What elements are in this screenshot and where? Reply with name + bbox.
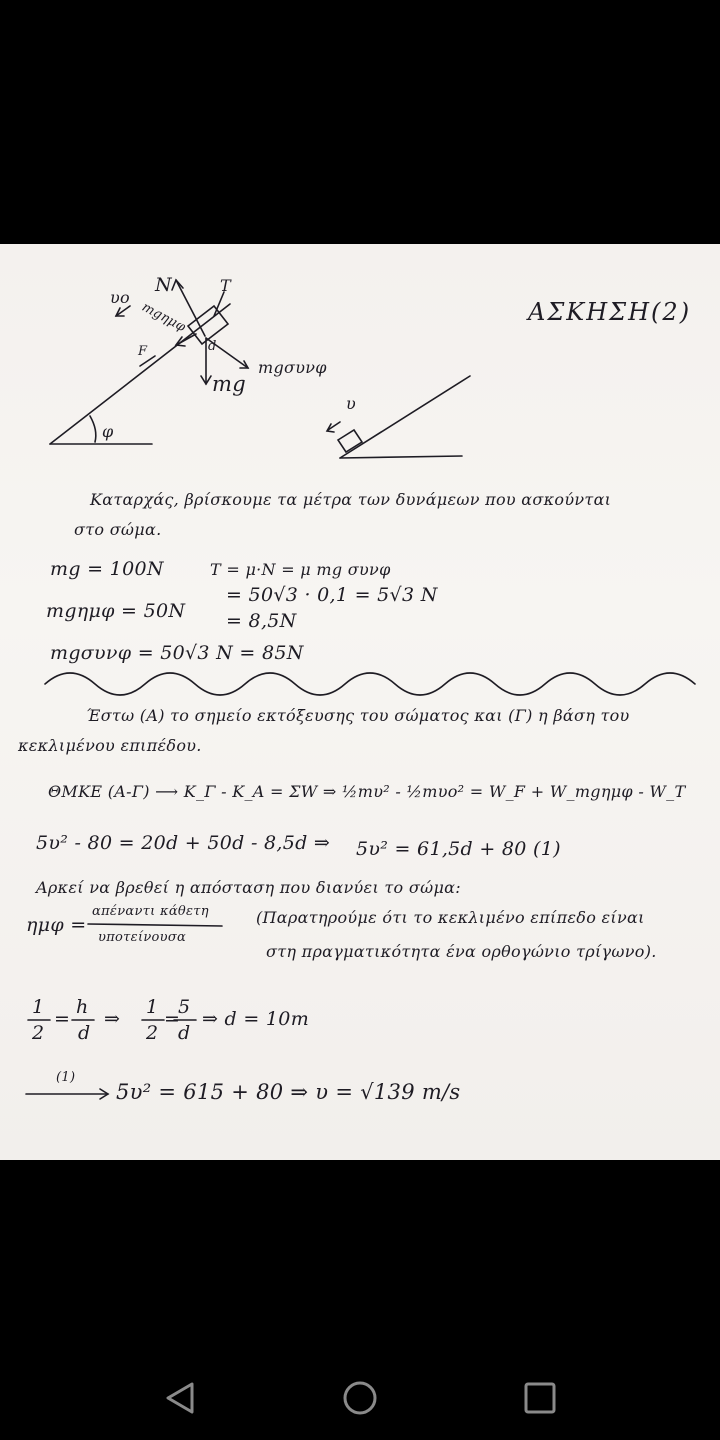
- eq2: =: [164, 1008, 181, 1030]
- f3-den: 2: [146, 1022, 159, 1044]
- label-N: N: [155, 274, 172, 296]
- intro-line-1: Καταρχάς, βρίσκουμε τα μέτρα των δυνάμεων που ασκούνται: [90, 490, 612, 509]
- left-incline-line: [50, 304, 230, 444]
- friction-line-1: T = μ·N = μ mg συνφ: [210, 560, 391, 579]
- sin-denominator: υποτείνουσα: [98, 930, 187, 945]
- home-circle-icon[interactable]: [340, 1378, 380, 1418]
- note-line-2: στη πραγματικότητα ένα ορθογώνιο τρίγωνο).: [266, 942, 657, 961]
- points-line-2: κεκλιμένου επιπέδου.: [18, 736, 202, 755]
- handwritten-page: [0, 244, 720, 1160]
- final-ref: (1): [56, 1070, 76, 1085]
- back-triangle-icon[interactable]: [160, 1378, 200, 1418]
- force-mg: mg = 100N: [50, 558, 164, 580]
- label-v0: υο: [110, 288, 130, 307]
- sin-lhs: ημφ =: [26, 914, 87, 936]
- final-equation: 5υ² = 615 + 80 ⇒ υ = √139 m/s: [116, 1080, 461, 1104]
- label-mgcos: mgσυνφ: [258, 358, 327, 377]
- f2-num: h: [76, 996, 89, 1018]
- right-incline-line: [340, 376, 470, 458]
- f4-num: 5: [178, 996, 191, 1018]
- f1-num: 1: [32, 996, 45, 1018]
- d-result: ⇒ d = 10m: [202, 1008, 310, 1030]
- label-mg: mg: [212, 372, 246, 396]
- force-mgcos: mgσυνφ = 50√3 N = 85N: [50, 642, 304, 664]
- label-F: F: [138, 344, 148, 359]
- label-v: υ: [346, 394, 357, 413]
- arrow-1: ⇒: [104, 1008, 121, 1030]
- intro-line-2: στο σώμα.: [74, 520, 162, 539]
- distance-line-1: Αρκεί να βρεθεί η απόσταση που διανύει το σώμα:: [36, 878, 461, 897]
- eq1: =: [54, 1008, 71, 1030]
- f3-num: 1: [146, 996, 159, 1018]
- note-line-1: (Παρατηρούμε ότι το κεκλιμένο επίπεδο είναι: [256, 908, 645, 927]
- recents-square-icon[interactable]: [520, 1378, 560, 1418]
- small-block: [338, 430, 362, 452]
- theorem-line-2b: 5υ² = 61,5d + 80 (1): [356, 838, 561, 860]
- sin-numerator: απέναντι κάθετη: [92, 904, 209, 919]
- theorem-line-1: ΘΜΚΕ (Α-Γ) ⟶ Κ_Γ - Κ_Α = ΣW ⇒ ½mυ² - ½mυο² = W_F + W_mgημφ - W_T: [48, 782, 686, 801]
- points-line-1: Έστω (Α) το σημείο εκτόξευσης του σώματος και (Γ) η βάση του: [86, 706, 630, 725]
- theorem-line-2a: 5υ² - 80 = 20d + 50d - 8,5d ⇒: [36, 832, 331, 854]
- wavy-divider: [45, 673, 695, 695]
- f1-den: 2: [32, 1022, 45, 1044]
- label-phi: φ: [102, 422, 114, 441]
- force-mgsin: mgημφ = 50N: [46, 600, 186, 622]
- angle-arc: [90, 416, 96, 442]
- navigation-bar: [0, 1350, 720, 1440]
- f2-den: d: [78, 1022, 91, 1044]
- f4-den: d: [178, 1022, 191, 1044]
- label-T: T: [220, 276, 231, 295]
- fraction-bar-sin: [88, 924, 222, 926]
- page-title: ΑΣΚΗΣΗ(2): [528, 298, 692, 326]
- right-incline-base: [340, 456, 462, 458]
- label-mgsin: mgημφ: [139, 299, 189, 336]
- friction-line-3: = 8,5N: [226, 610, 297, 632]
- label-d: d: [208, 339, 217, 354]
- friction-line-2: = 50√3 · 0,1 = 5√3 N: [226, 584, 438, 606]
